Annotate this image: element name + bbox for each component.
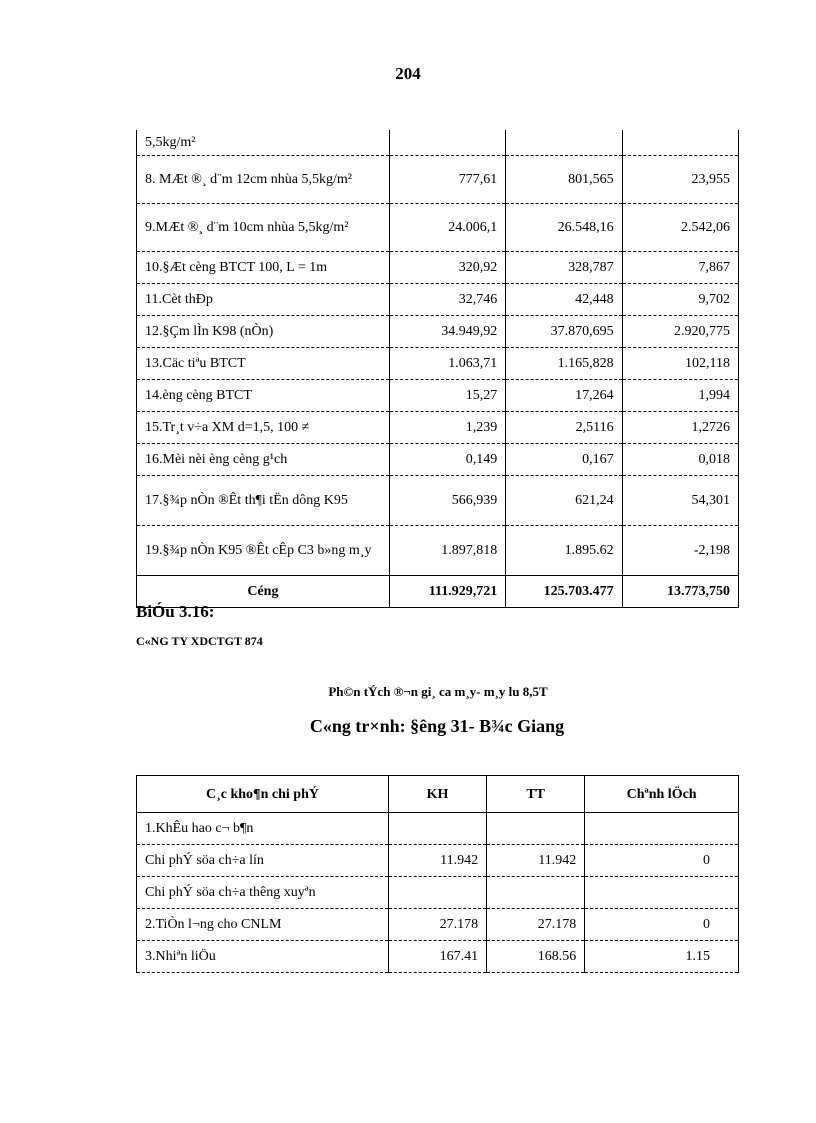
machine-cost-table [136,775,739,973]
row-label: 16.Mèi nèi èng cèng g¹ch [137,443,390,475]
value-tt [506,130,622,155]
page-number: 204 [395,64,421,83]
row-label: 11.Cèt thÐp [137,283,390,315]
value-tt: 168.56 [487,941,585,973]
value-tt: 42,448 [506,283,622,315]
table-row [137,155,739,203]
row-label: 3.Nhiªn liÖu [137,941,389,973]
analysis-subtitle: Ph©n tÝch ®¬n gi¸ ca m¸y- m¸y lu 8,5T [328,684,548,699]
value-kh: 1,239 [389,411,505,443]
value-diff [585,813,739,845]
value-diff: 2.542,06 [622,203,738,251]
total-tt: 125.703.477 [506,575,622,607]
value-diff: 1,2726 [622,411,738,443]
machine-cost-table-body [137,813,739,973]
value-diff: 102,118 [622,347,738,379]
table-row [137,203,739,251]
value-kh: 15,27 [389,379,505,411]
value-kh [389,130,505,155]
value-tt: 621,24 [506,475,622,525]
value-kh: 777,61 [389,155,505,203]
header-cost-items: C¸c kho¶n chi phÝ [137,776,389,813]
value-diff: -2,198 [622,525,738,575]
row-label: 14.èng cèng BTCT [137,379,390,411]
cost-table [136,130,739,608]
table-row [137,475,739,525]
value-diff: 2.920,775 [622,315,738,347]
project-title: C«ng tr×nh: §êng 31- B¾c Giang [309,716,565,736]
header-tt: TT [487,776,585,813]
row-label: 2.TiÒn l¬ng cho CNLM [137,909,389,941]
table-row [137,347,739,379]
cost-table-body [137,130,739,607]
table-row [137,251,739,283]
value-diff: 0 [585,909,739,941]
value-diff: 1.15 [585,941,739,973]
value-kh: 32,746 [389,283,505,315]
value-kh: 11.942 [389,845,487,877]
table-row [137,845,739,877]
value-tt: 801,565 [506,155,622,203]
value-tt: 27.178 [487,909,585,941]
value-tt: 328,787 [506,251,622,283]
value-tt: 17,264 [506,379,622,411]
value-kh [389,813,487,845]
table-row [137,877,739,909]
value-tt: 1.165,828 [506,347,622,379]
value-diff [622,130,738,155]
value-tt: 2,5116 [506,411,622,443]
table-row [137,130,739,155]
total-diff: 13.773,750 [622,575,738,607]
value-kh: 0,149 [389,443,505,475]
total-label: Céng [137,575,390,607]
table-row [137,813,739,845]
value-tt: 1.895.62 [506,525,622,575]
table-row [137,283,739,315]
row-label: 13.Cäc tiªu BTCT [137,347,390,379]
row-label: 15.Tr¸t v÷a XM d=1,5, 100 ≠ [137,411,390,443]
value-diff [585,877,739,909]
table-row [137,909,739,941]
header-kh: KH [389,776,487,813]
row-label: 10.§Æt cèng BTCT 100, L = 1m [137,251,390,283]
total-row [137,575,739,607]
value-kh [389,877,487,909]
row-label: 8. MÆt ®¸ d¨m 12cm nhùa 5,5kg/m² [137,155,390,203]
table-header-row [137,776,739,813]
value-tt [487,813,585,845]
value-tt: 37.870,695 [506,315,622,347]
header-difference: Chªnh lÖch [585,776,739,813]
value-kh: 167.41 [389,941,487,973]
total-kh: 111.929,721 [389,575,505,607]
table-row [137,941,739,973]
table-row [137,525,739,575]
value-kh: 27.178 [389,909,487,941]
value-kh: 566,939 [389,475,505,525]
table-caption: BiÓu 3.16: [136,602,215,621]
value-tt: 26.548,16 [506,203,622,251]
value-tt [487,877,585,909]
value-kh: 34.949,92 [389,315,505,347]
value-diff: 0 [585,845,739,877]
table-row [137,411,739,443]
value-kh: 1.897,818 [389,525,505,575]
table-row [137,315,739,347]
value-kh: 24.006,1 [389,203,505,251]
value-diff: 9,702 [622,283,738,315]
row-label: 9.MÆt ®¸ d¨m 10cm nhùa 5,5kg/m² [137,203,390,251]
row-label: 12.§Çm lÌn K98 (nÒn) [137,315,390,347]
row-label: 19.§¾p nÒn K95 ®Êt cÊp C3 b»ng m¸y [137,525,390,575]
value-diff: 7,867 [622,251,738,283]
value-diff: 1,994 [622,379,738,411]
value-diff: 54,301 [622,475,738,525]
table-row [137,379,739,411]
row-label: Chi phÝ söa ch÷a lín [137,845,389,877]
value-tt: 11.942 [487,845,585,877]
value-diff: 0,018 [622,443,738,475]
value-kh: 320,92 [389,251,505,283]
value-kh: 1.063,71 [389,347,505,379]
row-label: 17.§¾p nÒn ®Êt th¶i tËn dông K95 [137,475,390,525]
company-name: C«NG TY XDCTGT 874 [136,634,263,648]
table-row [137,443,739,475]
row-label: Chi phÝ söa ch÷a thêng xuyªn [137,877,389,909]
value-tt: 0,167 [506,443,622,475]
row-label: 1.KhÊu hao c¬ b¶n [137,813,389,845]
row-label: 5,5kg/m² [137,130,390,155]
value-diff: 23,955 [622,155,738,203]
